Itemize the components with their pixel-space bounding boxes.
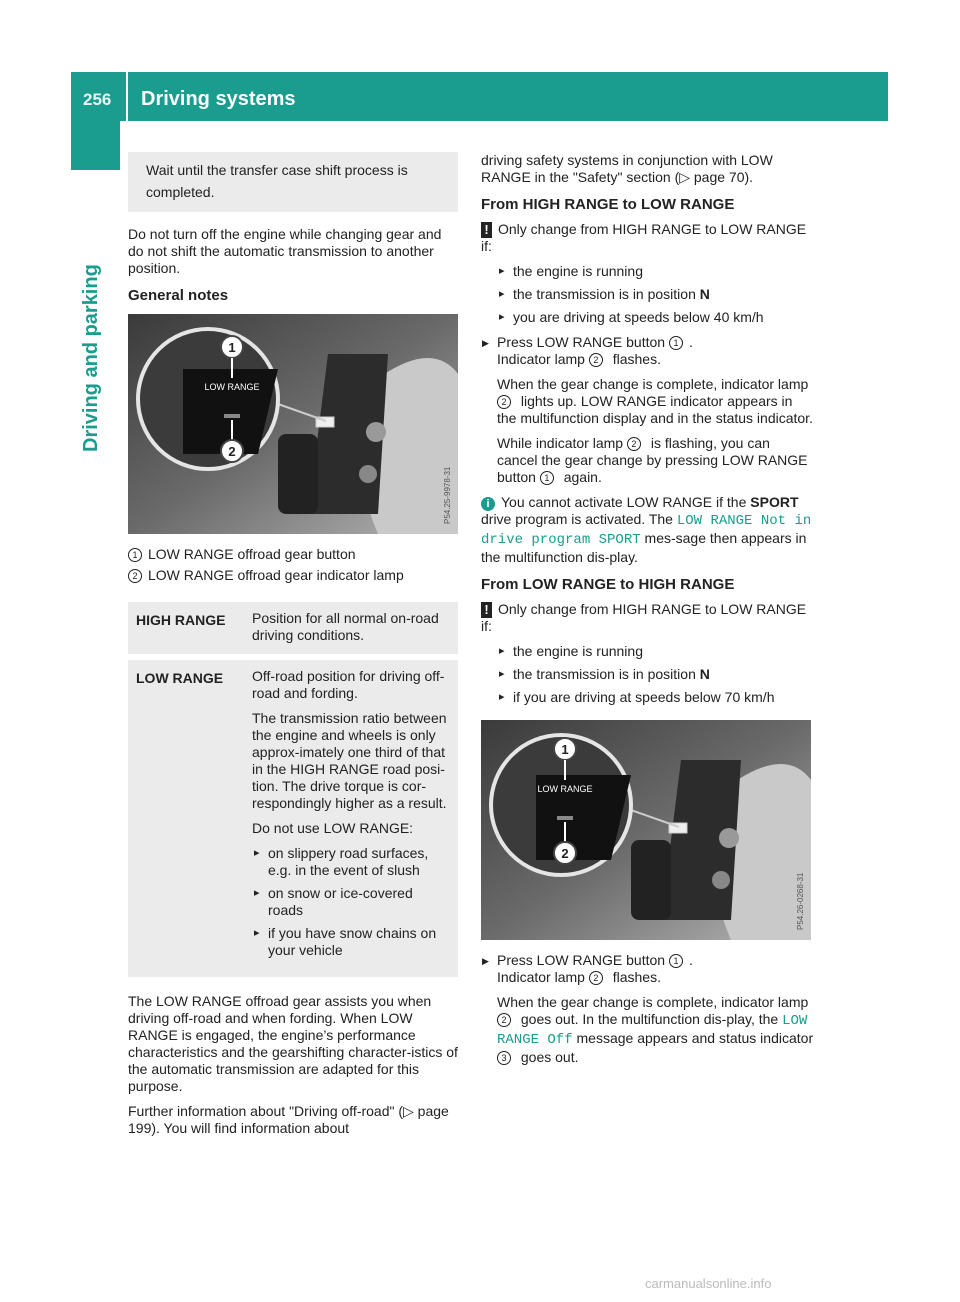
list-item: ▸ the engine is running [497,643,814,660]
image-code: P54.26-0268-31 [796,872,805,930]
paragraph: Do not turn off the engine while changing gear and do not shift the automatic transmission to another position. [128,226,442,276]
low-paragraph: Do not use LOW RANGE: [252,820,414,836]
bullet-list [481,263,814,326]
heading-high-to-low: From HIGH RANGE to LOW RANGE [481,196,735,213]
left-column [128,152,458,1145]
list-item: ▸ the transmission is in position N [497,286,814,303]
heading-low-to-high: From LOW RANGE to HIGH RANGE [481,576,735,593]
list-item: ▸ the transmission is in position N [497,666,814,683]
info-note: i You cannot activate LOW RANGE if the SPORT drive program is activated. The LOW RANGE Not in drive program SPORT mes-sage then appears in the multifunction dis-play. [481,494,812,565]
section-title: Driving systems [141,88,296,110]
list-item: ▸ you are driving at speeds below 40 km/h [497,309,814,326]
caption-2: 2 LOW RANGE offroad gear indicator lamp [128,567,458,584]
list-item: ▸ if you have snow chains on your vehicle [252,925,450,959]
callout-1: 1 [561,742,569,757]
table-value-high: Position for all normal on-road driving conditions. [244,602,458,654]
callout-2: 2 [228,444,236,459]
list-item: ▸ if you are driving at speeds below 70 km/h [497,689,814,706]
paragraph: driving safety systems in conjunction with LOW RANGE in the "Safety" section (▷ page 70). [481,152,773,185]
image-button-label: LOW RANGE [537,784,593,794]
callout-2: 2 [561,846,569,861]
note-box: Wait until the transfer case shift process is completed. [128,152,458,212]
list-item: ▸ the engine is running [497,263,814,280]
low-paragraph: The transmission ratio between the engine and wheels is only approx-imately one third of that in the HIGH RANGE road posi-tion. The drive torque is cor-respondingly higher as a result. [252,710,447,811]
info-icon: i [481,497,495,511]
table-row [128,602,458,654]
table-row [128,660,458,977]
warning: ! Only change from HIGH RANGE to LOW RANGE if: [481,221,807,254]
header-divider [126,72,128,121]
warning-icon: ! [481,602,492,618]
table-value-low [244,660,458,977]
list-item: ▸ on snow or ice-covered roads [252,885,450,919]
bullet-list [481,643,814,706]
warning-icon: ! [481,222,492,238]
callout-1: 1 [228,340,236,355]
paragraph: The LOW RANGE offroad gear assists you when driving off-road and when fording. When LOW RANGE is engaged, the engine’s performance characteristics and the gearshifting character-istics of the automatic transmission are adapted for this purpose. [128,993,458,1094]
console-photo-2 [481,720,811,940]
action-step: ▶ Press LOW RANGE button 1 . Indicator lamp 2 flashes. When the gear change is complete, indicator lamp 2 lights up. LOW RANGE indicator appears in the multifunction display and in the status indicator. While indicator lamp 2 is flashing, you can cancel the gear change by pressing LOW RANGE button 1 again. [481,334,814,486]
paragraph: Further information about "Driving off-road" (▷ page 199). You will find information about [128,1103,449,1136]
list-item: ▸ on slippery road surfaces, e.g. in the event of slush [252,845,450,879]
footer-watermark: carmanualsonline.info [645,1276,772,1291]
caption-1: 1 LOW RANGE offroad gear button [128,546,458,563]
console-photo [128,314,458,534]
chapter-label: Driving and parking [80,264,102,452]
table-key-low: LOW RANGE [128,660,244,977]
table-key-high: HIGH RANGE [128,602,244,654]
low-paragraph: Off-road position for driving off-road and fording. [252,668,445,701]
low-bullet-list [252,845,450,959]
range-table [128,596,458,983]
right-column [481,152,814,1074]
image-button-label: LOW RANGE [204,382,260,392]
image-code: P54.25-9978-31 [443,466,452,524]
heading-general-notes: General notes [128,287,229,304]
action-step: ▶ Press LOW RANGE button 1 . Indicator lamp 2 flashes. When the gear change is complete, indicator lamp 2 goes out. In the multifunction dis-play, the LOW RANGE Off message appears and status indicator 3 goes out. [481,952,814,1066]
page-number: 256 [83,90,112,109]
warning: ! Only change from HIGH RANGE to LOW RANGE if: [481,601,807,634]
side-tab [71,121,120,170]
